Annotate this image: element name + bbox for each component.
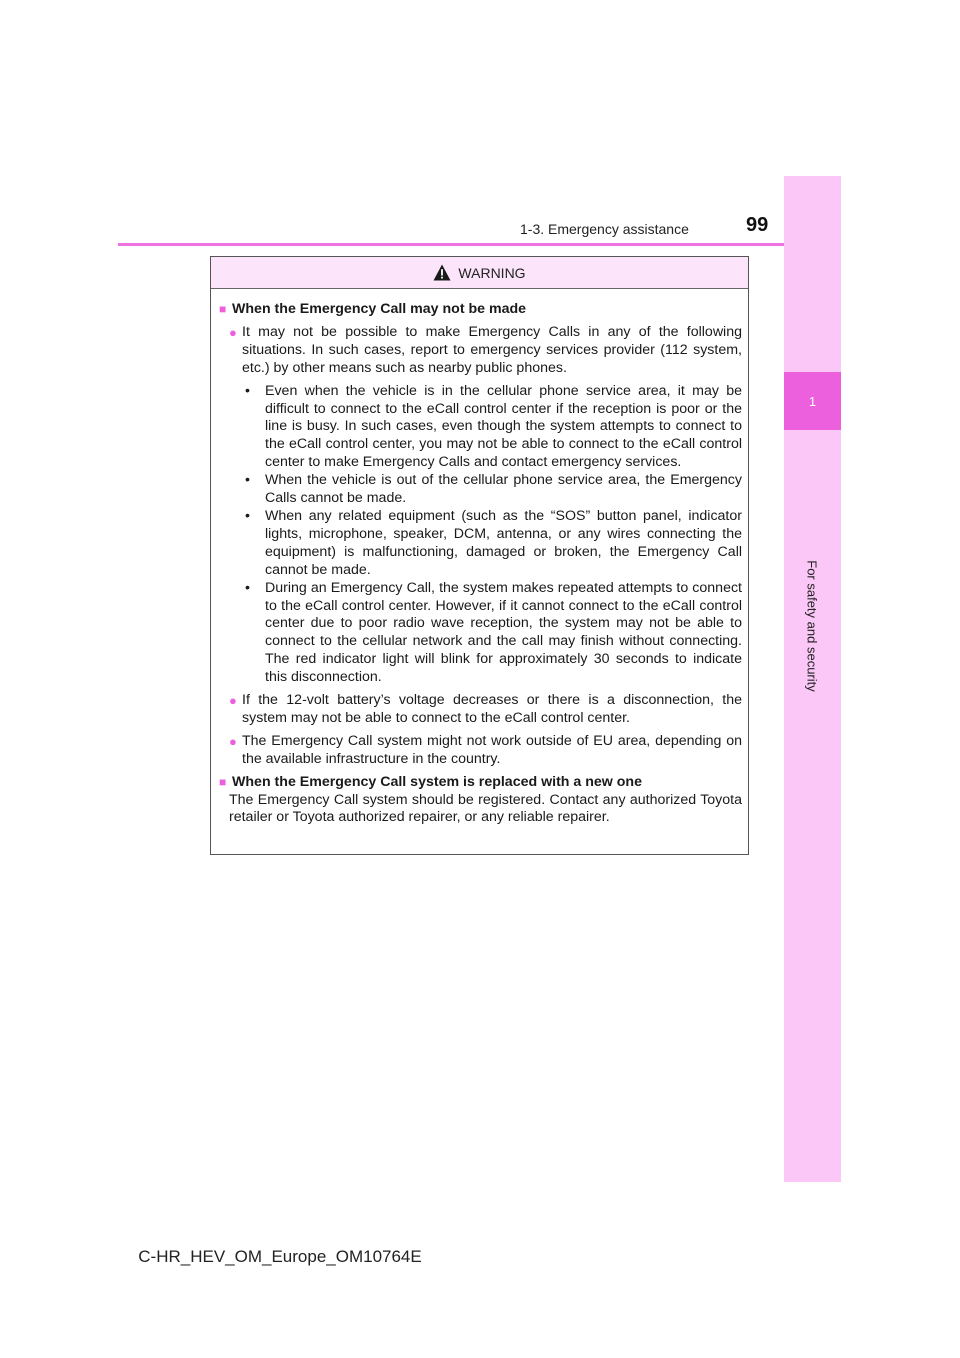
dot-bullet-icon: • [245, 507, 250, 524]
dot-bullet-icon: • [245, 472, 250, 489]
page-number: 99 [746, 214, 769, 236]
chapter-number-tab[interactable] [784, 372, 841, 430]
list-item [219, 692, 742, 728]
warning-triangle-icon [433, 264, 451, 281]
warning-body [211, 289, 748, 827]
sub-list-item [242, 508, 742, 580]
sub-list-item-text: When the vehicle is out of the cellular phone service area, the Emergency Calls cannot be made. [265, 472, 742, 507]
list-item-text: The Emergency Call system might not work outside of EU area, depending on the available infrastructure in the country. [242, 732, 742, 767]
warning-label: WARNING [458, 264, 526, 281]
sub-list [242, 383, 742, 687]
chapter-title: For safety and security [804, 560, 820, 692]
list-item-text: It may not be possible to make Emergency Calls in any of the following situations. In such cases, report to emergency services provider (112 system, etc.) by other means such as nearby public phones. [242, 323, 742, 376]
list-item [219, 733, 742, 769]
circle-bullet-icon: ● [229, 324, 237, 340]
circle-bullet-icon: ● [229, 733, 237, 749]
chapter-side-tab [784, 176, 841, 1182]
section-paragraph: The Emergency Call system should be registered. Contact any authorized Toyota retailer or Toyota authorized repairer, or any reliable repairer. [229, 791, 742, 826]
list-item [219, 324, 742, 378]
section-title: 1-3. Emergency assistance [520, 221, 689, 237]
sub-list-item [242, 580, 742, 687]
circle-bullet-icon: ● [229, 693, 237, 709]
dot-bullet-icon: • [245, 579, 250, 596]
sub-list-item [242, 472, 742, 508]
section-heading [219, 301, 742, 319]
square-bullet-icon: ■ [219, 774, 227, 789]
sub-list-item-text: Even when the vehicle is in the cellular phone service area, it may be difficult to connect to the eCall control center if the reception is poor or the line is busy. In such cases, even though the system attempts to connect to the eCall control center, you may not be able to connect to the eCall control center to make Emergency Calls and contact emergency services. [265, 382, 742, 471]
sub-list-item-text: When any related equipment (such as the “SOS” button panel, indicator lights, microphone, speaker, DCM, antenna, or any wires connecting the equipment) is malfunctioning, damaged or broken, the Emergency Call cannot be made. [265, 507, 742, 578]
manual-code: C-HR_HEV_OM_Europe_OM10764E [138, 1247, 422, 1266]
list-item-text: If the 12-volt battery’s voltage decreases or there is a disconnection, the system may not be able to connect to the eCall control center. [242, 692, 742, 726]
section-heading-text: When the Emergency Call may not be made [232, 301, 527, 317]
sub-list-item [242, 383, 742, 473]
warning-box [210, 256, 749, 855]
chapter-number: 1 [808, 393, 817, 409]
dot-bullet-icon: • [245, 382, 250, 399]
header-rule [118, 243, 784, 246]
section-heading-text: When the Emergency Call system is replaced with a new one [232, 773, 642, 790]
sub-list-item-text: During an Emergency Call, the system makes repeated attempts to connect to the eCall control center. However, if it cannot connect to the eCall control center due to poor radio wave reception, the system may not be able to connect to the cellular network and the call may finish without connecting. The red indicator light will blink for approximately 30 seconds to indicate this disconnection. [265, 579, 742, 686]
square-bullet-icon: ■ [219, 302, 227, 316]
warning-header [211, 257, 748, 289]
section-heading [219, 774, 742, 792]
